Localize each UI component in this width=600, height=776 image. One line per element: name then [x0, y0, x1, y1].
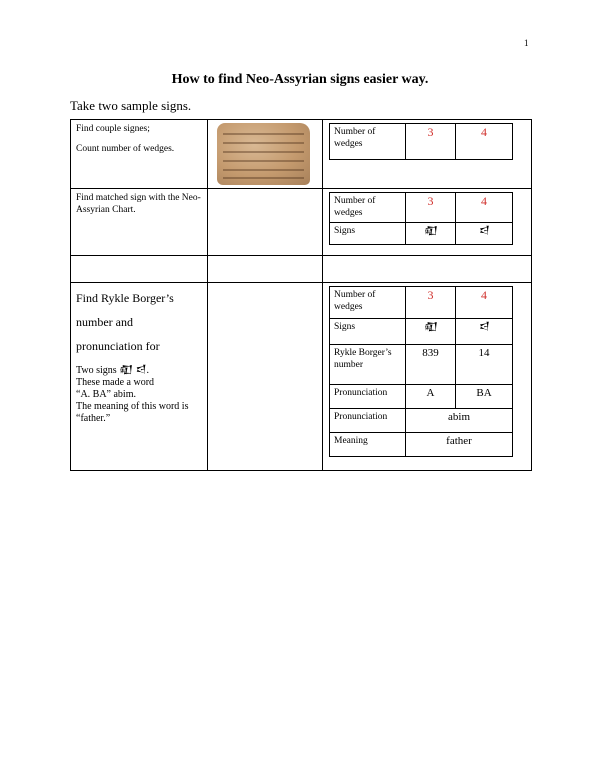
row1-image-cell — [208, 120, 323, 189]
row2-data-cell — [323, 189, 532, 256]
main-table — [70, 119, 532, 471]
page-number: 1 — [524, 38, 529, 48]
pronunciation-1: A — [406, 385, 456, 409]
sign-2-icon: 𒁀 — [456, 319, 513, 345]
row4-empty-cell — [208, 283, 323, 471]
sign-1-icon: 𒊏 — [406, 223, 456, 245]
row2-empty-cell — [208, 189, 323, 256]
pronunciation-label: Pronunciation — [330, 385, 406, 409]
row4-inner-table — [329, 286, 513, 457]
row4-data-cell — [323, 283, 532, 471]
row2-text: Find matched sign with the Neo-Assyrian Chart. — [76, 193, 201, 215]
row2-instruction-cell — [71, 189, 208, 256]
row2-inner-table — [329, 192, 513, 245]
pronunciation-2: BA — [456, 385, 513, 409]
intro-text: Take two sample signs. — [70, 98, 192, 113]
wedges-value-2: 4 — [456, 287, 513, 319]
wedges-value-1: 3 — [406, 193, 456, 223]
sign-1-icon: 𒊏 — [119, 363, 134, 376]
cuneiform-tablet-image — [217, 123, 310, 185]
row1-line1: Find couple signes; — [76, 124, 150, 134]
meaning-label: Meaning — [330, 433, 406, 457]
row3-empty-cell-1 — [71, 256, 208, 283]
row1-instruction-cell — [71, 120, 208, 189]
pronunciation-word: abim — [406, 409, 513, 433]
row4-instruction-cell — [71, 283, 208, 471]
wedges-value-2: 4 — [456, 124, 513, 160]
row3-empty-cell-3 — [323, 256, 532, 283]
wedges-label: Number of wedges — [330, 193, 406, 223]
wedges-label: Number of wedges — [330, 287, 406, 319]
row3-empty-cell-2 — [208, 256, 323, 283]
sign-1-icon: 𒊏 — [406, 319, 456, 345]
signs-label: Signs — [330, 223, 406, 245]
row1-data-cell — [323, 120, 532, 189]
sign-2-icon: 𒁀 — [456, 223, 513, 245]
wedges-value-1: 3 — [406, 124, 456, 160]
wedges-value-1: 3 — [406, 287, 456, 319]
sign-2-icon: 𒁀 — [135, 363, 147, 376]
borger-label: Rykle Borger’s number — [330, 345, 406, 385]
page-title: How to find Neo-Assyrian signs easier way. — [171, 72, 429, 87]
pronunciation-word-label: Pronunciation — [330, 409, 406, 433]
row4-two-signs: Two signs 𒊏 𒁀. — [76, 363, 150, 376]
row4-line1: Find Rykle Borger’s — [76, 291, 174, 305]
row4-note1: These made a word — [76, 377, 155, 388]
borger-number-1: 839 — [406, 345, 456, 385]
row4-note3: The meaning of this word is “father.” — [76, 401, 189, 424]
meaning-value: father — [406, 433, 513, 457]
wedges-label: Number of wedges — [330, 124, 406, 160]
row1-line2: Count number of wedges. — [76, 144, 175, 154]
signs-label: Signs — [330, 319, 406, 345]
row1-inner-table — [329, 123, 513, 160]
row4-note2: “A. BA” abim. — [76, 389, 136, 400]
borger-number-2: 14 — [456, 345, 513, 385]
row4-line3: pronunciation for — [76, 339, 160, 353]
wedges-value-2: 4 — [456, 193, 513, 223]
row4-line2: number and — [76, 315, 133, 329]
